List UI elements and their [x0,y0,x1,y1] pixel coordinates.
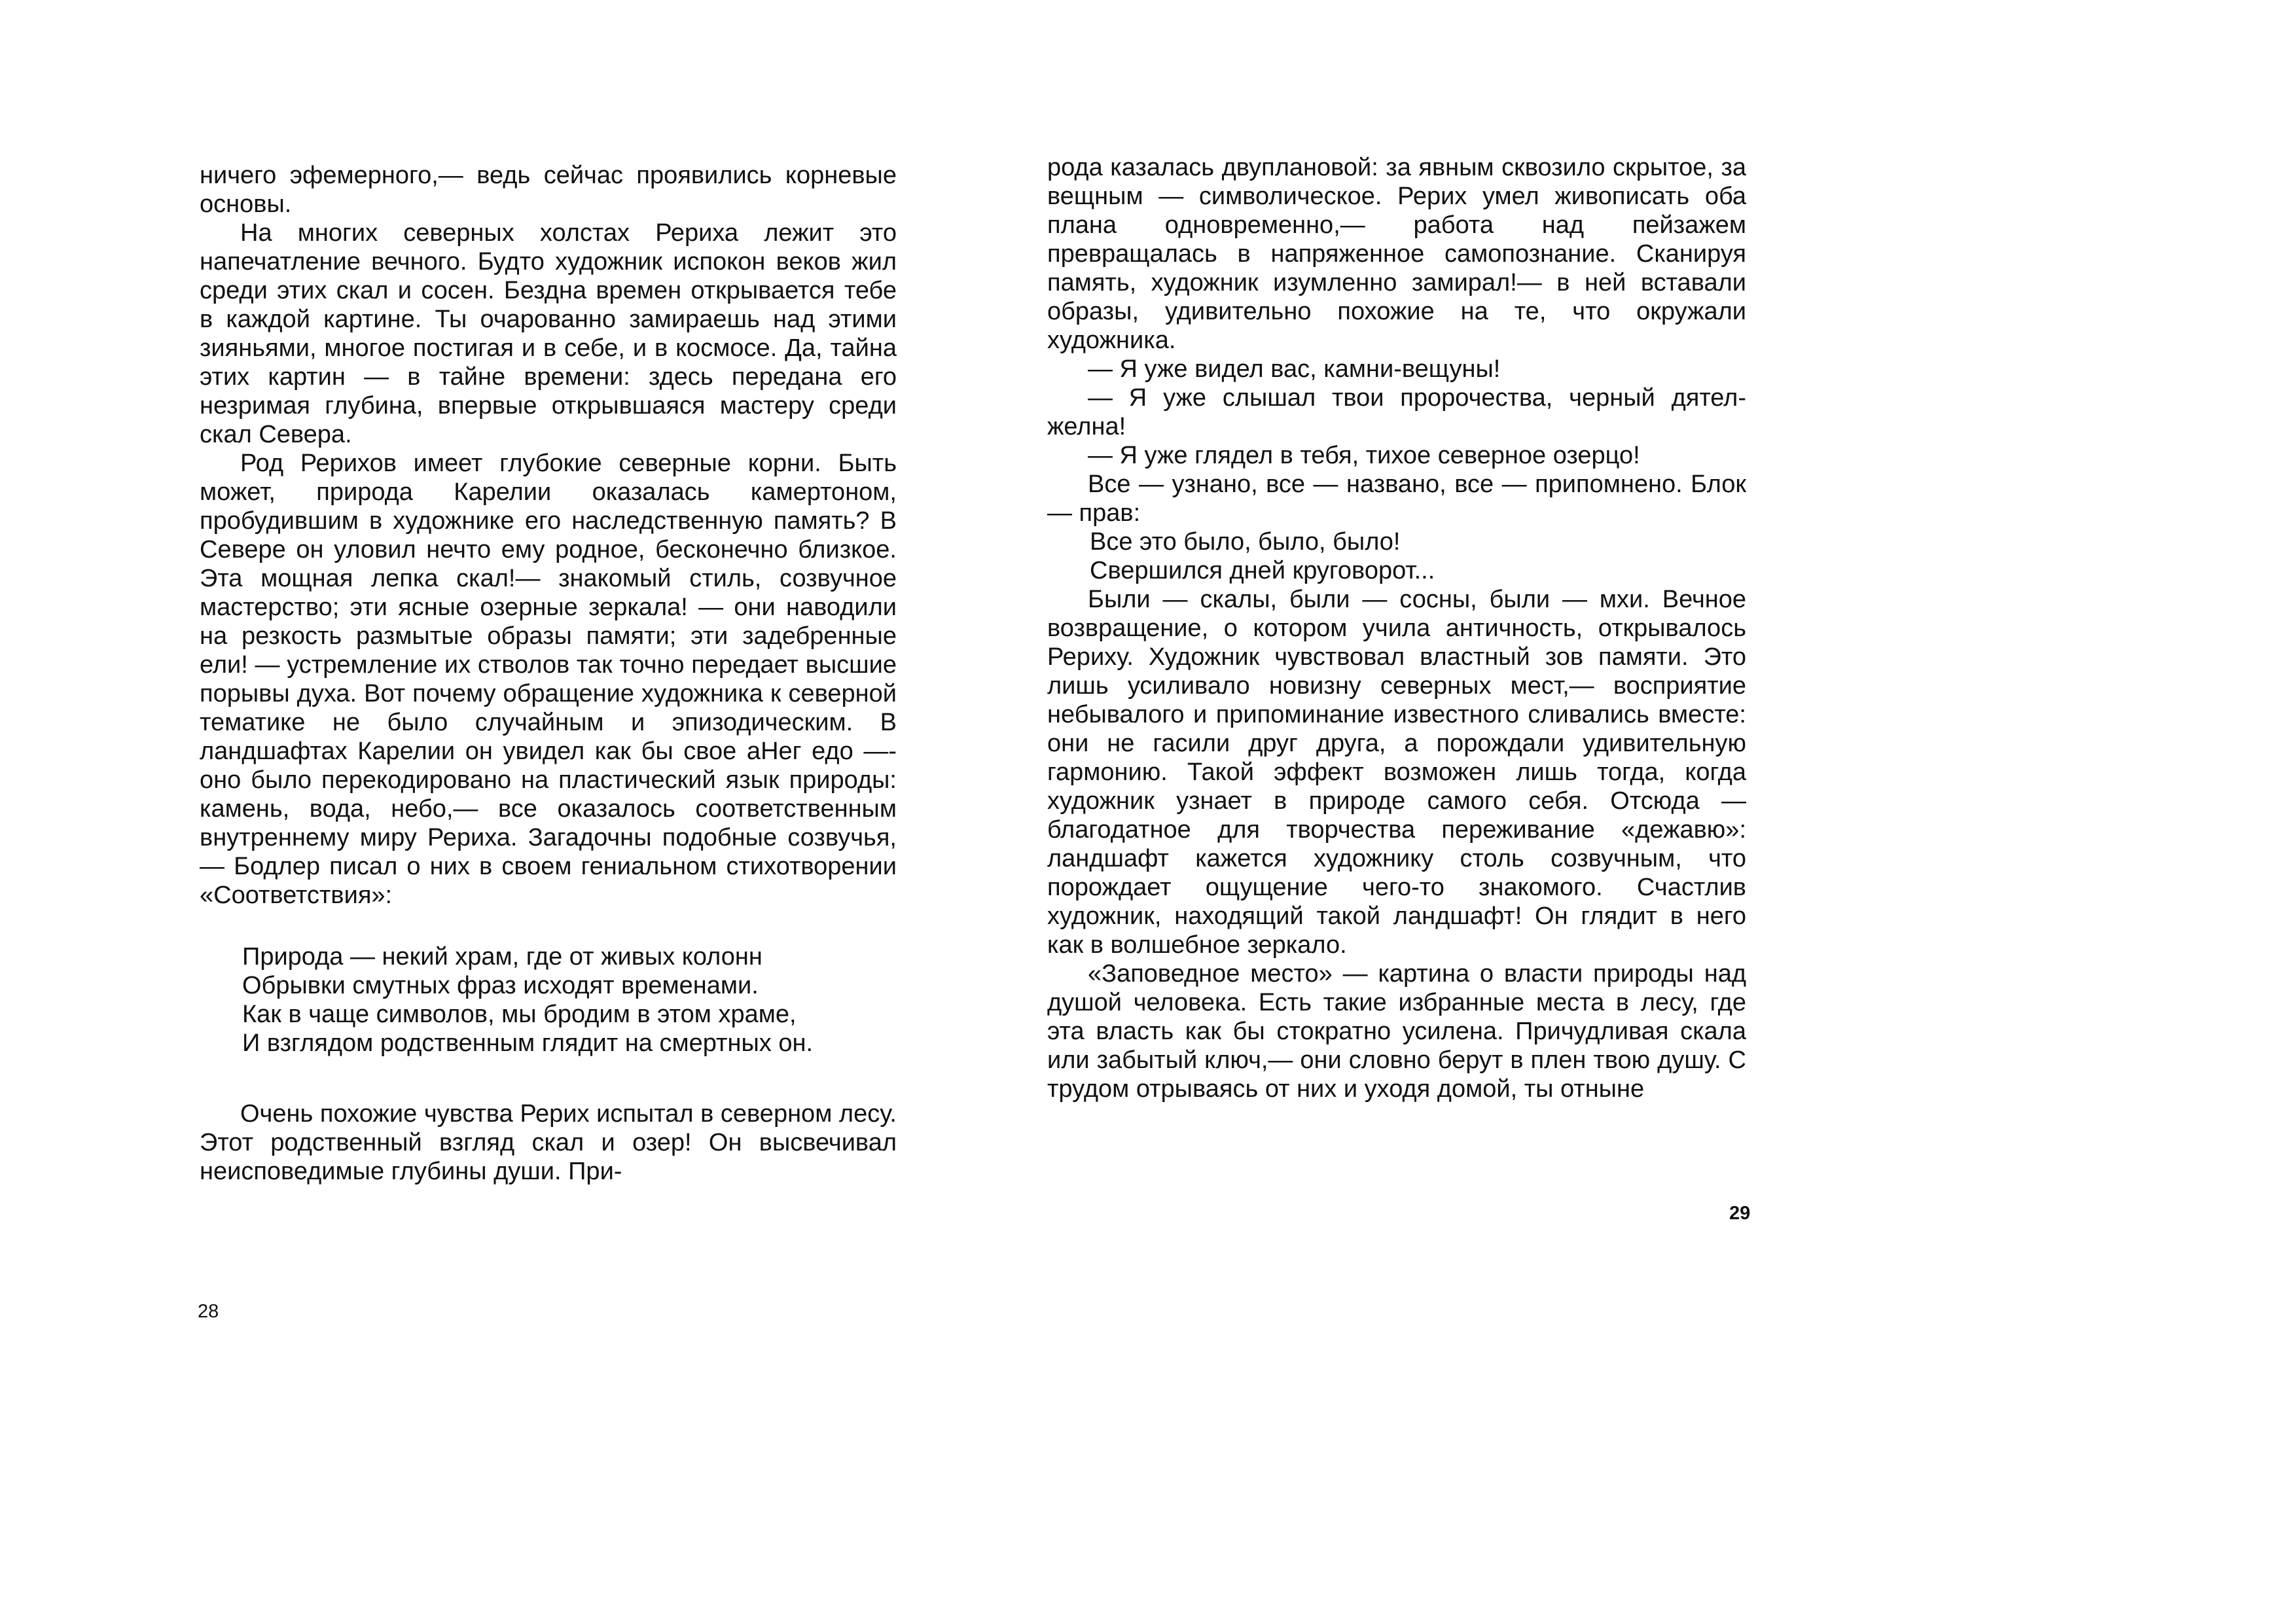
page-number-right: 29 [1729,1203,1751,1224]
right-page [1047,153,1746,1103]
left-page-text-after-poem [200,1099,897,1186]
paragraph: Род Рерихов имеет глубокие северные корни. Быть может, природа Карелии оказалась камертоном, пробудившим в художнике его наследственную память? В Севере он уловил нечто ему родное, бесконечно близкое. Эта мощная лепка скал!— знакомый стиль, созвучное мастерство; эти ясные озерные зеркала! — они наводили на резкость размытые образы памяти; эти задебренные ели! — устремление их стволов так точно передает высшие порывы духа. Вот почему обращение художника к северной тематике не было случайным и эпизодическим. В ландшафтах Карелии он увидел как бы свое аНег едо —- оно было перекодировано на пластический язык природы: камень, вода, небо,— все оказалось соответственным внутреннему миру Рериха. Загадочны подобные созвучья,— Бодлер писал о них в своем гениальном стихотворении «Соответствия»: [200,450,897,909]
poem-line: Обрывки смутных фраз исходят временами. [242,972,759,999]
paragraph: На многих северных холстах Рериха лежит это напечатление вечного. Будто художник испокон веков жил среди этих скал и сосен. Бездна времен открывается тебе в каждой картине. Ты очарованно замираешь над этими зияньями, многое постигая и в себе, и в космосе. Да, тайна этих картин — в тайне времени: здесь передана его незримая глубина, впервые открывшаяся мастеру среди скал Севера. [200,219,897,448]
verse-line: Свершился дней круговорот... [1090,557,1435,584]
paragraph: Все — узнано, все — названо, все — припомнено. Блок — прав: [1047,471,1746,527]
dialogue-line: — Я уже слышал твои пророчества, черный дятел-желна! [1047,384,1746,440]
dialogue-line: — Я уже видел вас, камни-вещуны! [1088,355,1501,383]
poem-quote [200,942,897,1058]
paragraph: ничего эфемерного,— ведь сейчас проявились корневые основы. [200,162,897,218]
dialogue-line: — Я уже глядел в тебя, тихое северное озерцо! [1088,442,1640,469]
paragraph: «Заповедное место» — картина о власти природы над душой человека. Есть такие избранные места в лесу, где эта власть как бы стократно усилена. Причудливая скала или забытый ключ,— они словно берут в плен твою душу. С трудом отрываясь от них и уходя домой, ты отныне [1047,960,1746,1103]
paragraph: Были — скалы, были — сосны, были — мхи. Вечное возвращение, о котором учила античность, открывалось Рериху. Художник чувствовал властный зов памяти. Это лишь усиливало новизну северных мест,— восприятие небывалого и припоминание известного сливались вместе: они не гасили друг друга, а порождали удивительную гармонию. Такой эффект возможен лишь тогда, когда художник узнает в природе самого себя. Отсюда — благодатное для творчества переживание «дежавю»: ландшафт кажется художнику столь созвучным, что порождает ощущение чего-то знакомого. Счастлив художник, находящий такой ландшафт! Он глядит в него как в волшебное зеркало. [1047,586,1746,959]
page-number-left: 28 [198,1301,219,1322]
left-page-text [200,161,897,910]
left-page [200,161,897,1186]
right-page-text [1047,153,1746,1103]
paragraph: рода казалась двуплановой: за явным сквозило скрытое, за вещным — символическое. Рерих умел живописать оба плана одновременно,— работа над пейзажем превращалась в напряженное самопознание. Сканируя память, художник изумленно замирал!— в ней вставали образы, удивительно похожие на те, что окружали художника. [1047,154,1746,354]
poem-line: И взглядом родственным глядит на смертных он. [242,1029,813,1057]
verse-line: Все это было, было, было! [1090,528,1401,556]
verse-quote [1047,527,1746,585]
paragraph: Очень похожие чувства Рерих испытал в северном лесу. Этот родственный взгляд скал и озер! Он высвечивал неисповедимые глубины души. При- [200,1100,897,1185]
poem-line: Природа — некий храм, где от живых колонн [242,943,762,971]
poem-line: Как в чаще символов, мы бродим в этом храме, [242,1001,797,1028]
